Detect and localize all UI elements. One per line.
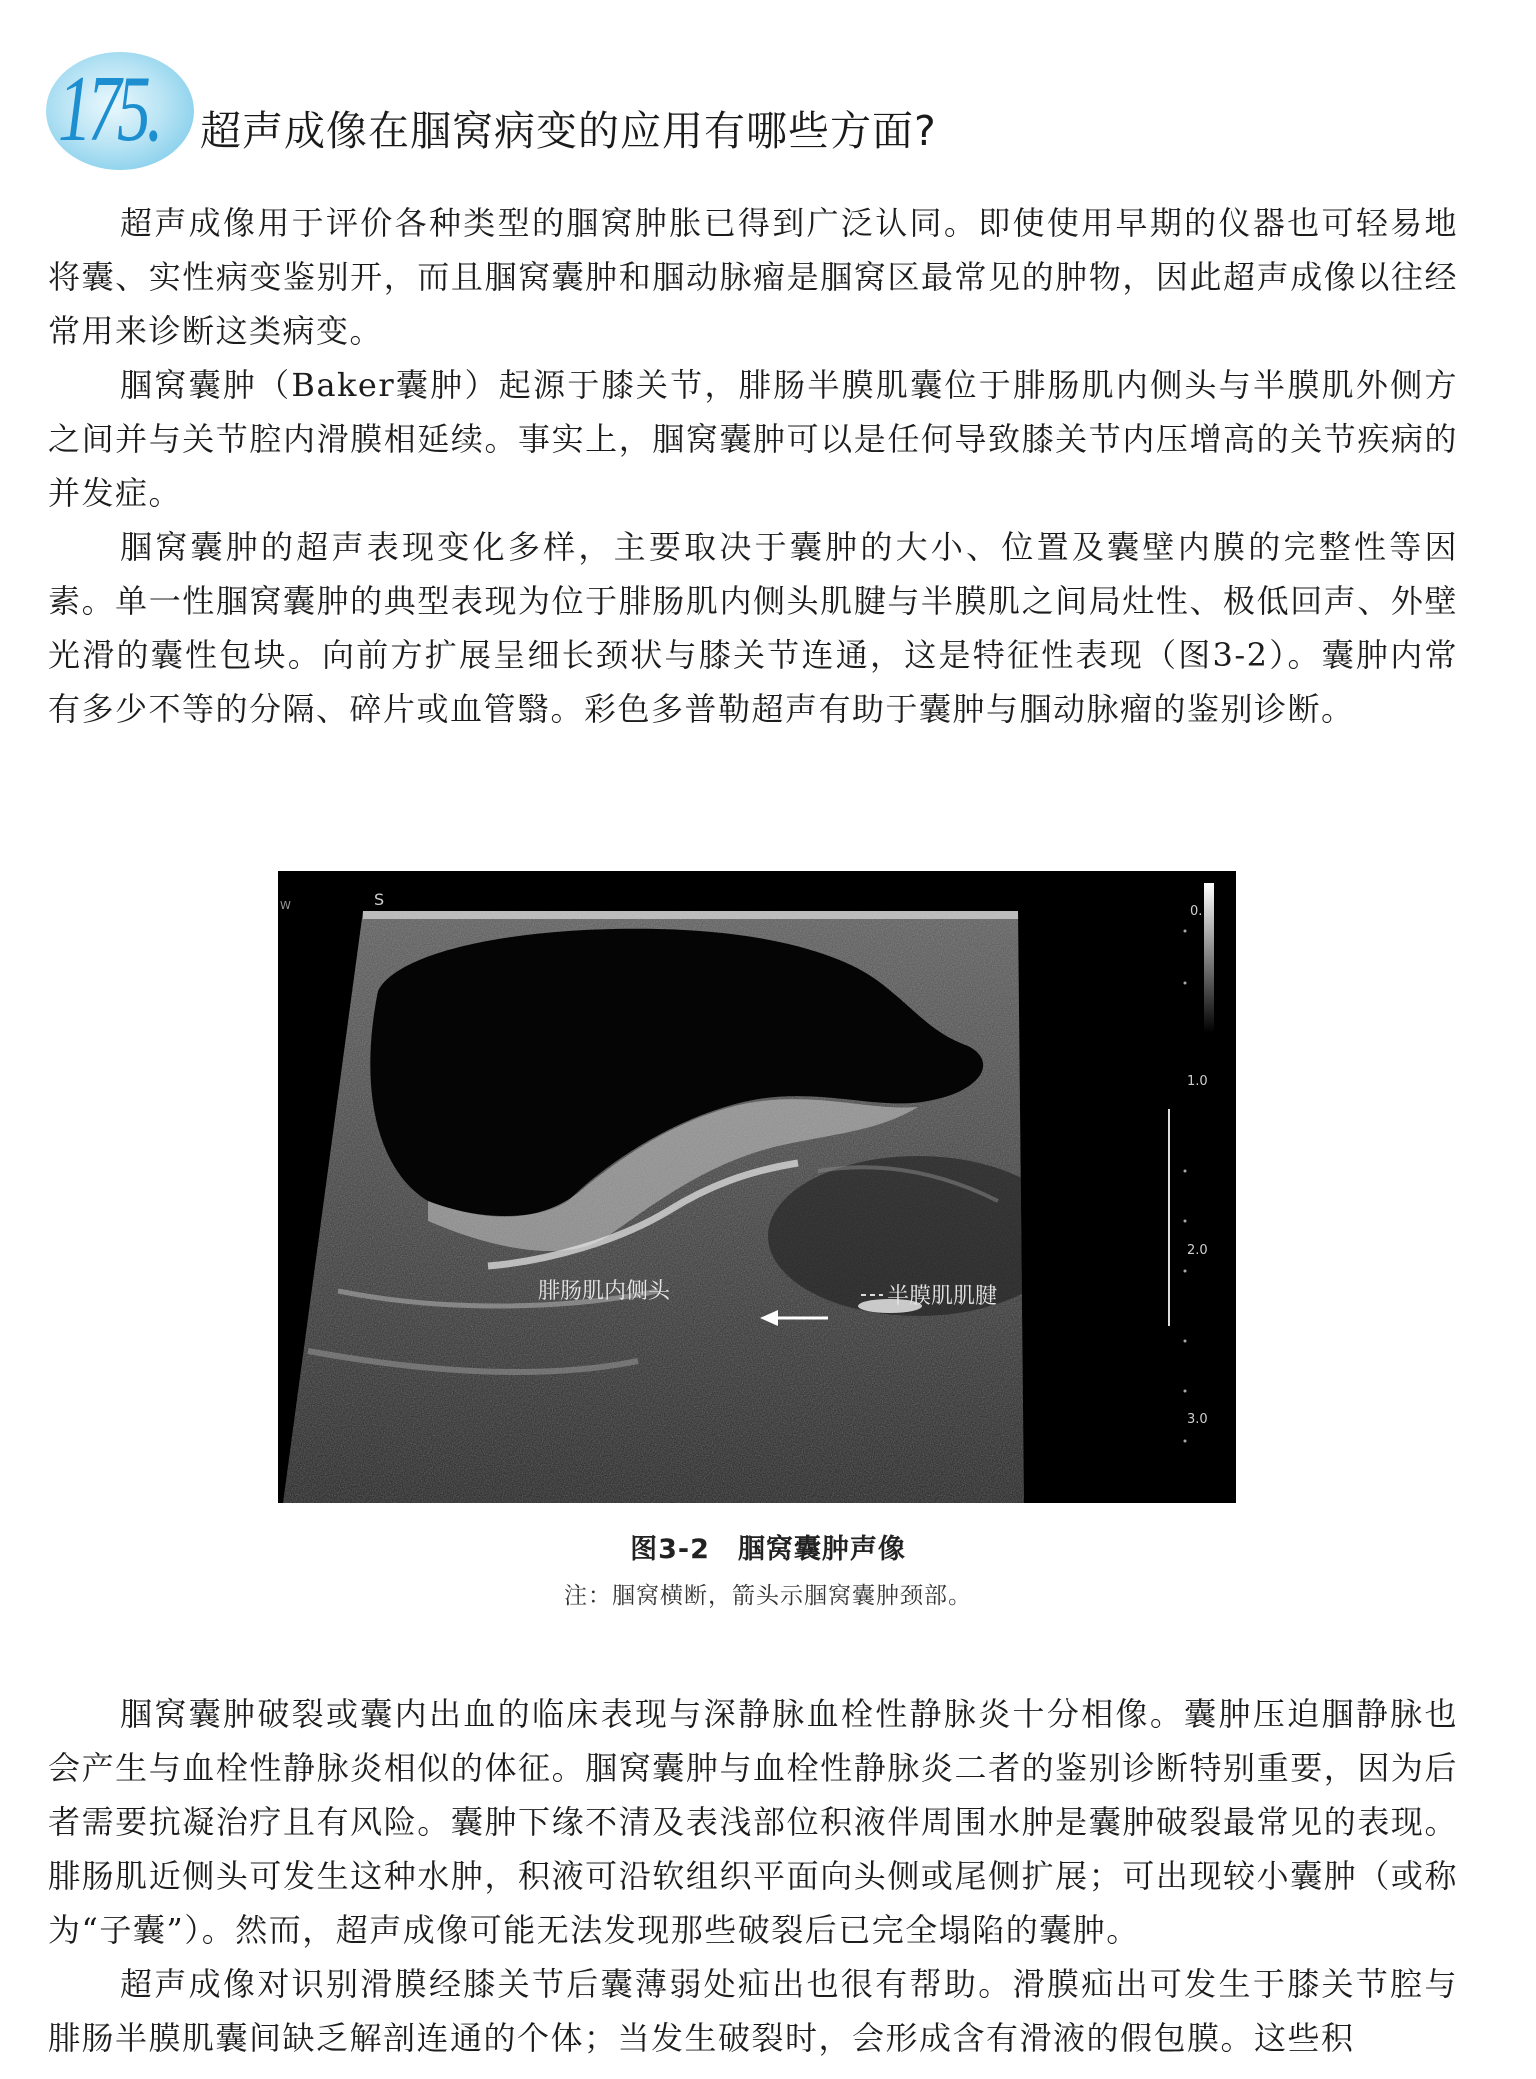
scale-tick-3: 3.0 [1187,1412,1208,1427]
label-gastrocnemius: 腓肠肌内侧头 [538,1279,671,1304]
ultrasound-image [278,871,1236,1503]
figure-caption-note: 注：腘窝横断，箭头示腘窝囊肿颈部。 [564,1583,972,1609]
corner-mark-left: W [280,899,291,912]
grayscale-bar [1204,883,1214,1033]
paragraph-4: 腘窝囊肿破裂或囊内出血的临床表现与深静脉血栓性静脉炎十分相像。囊肿压迫腘静脉也会产生与血栓性静脉炎相似的体征。腘窝囊肿与血栓性静脉炎二者的鉴别诊断特别重要，因为后者需要抗凝治疗且有风险。囊肿下缘不清及表浅部位积液伴周围水肿是囊肿破裂最常见的表现。腓肠肌近侧头可发生这种水肿，积液可沿软组织平面向头侧或尾侧扩展；可出现较小囊肿（或称为“子囊”）。然而，超声成像可能无法发现那些破裂后已完全塌陷的囊肿。 [48,1695,1458,1949]
paragraph-2: 腘窝囊肿（Baker囊肿）起源于膝关节，腓肠半膜肌囊位于腓肠肌内侧头与半膜肌外侧方之间并与关节腔内滑膜相延续。事实上，腘窝囊肿可以是任何导致膝关节内压增高的关节疾病的并发症。 [48,366,1458,512]
scale-tick-1: 1.0 [1187,1074,1208,1089]
paragraph-5: 超声成像对识别滑膜经膝关节后囊薄弱处疝出也很有帮助。滑膜疝出可发生于膝关节腔与腓肠半膜肌囊间缺乏解剖连通的个体；当发生破裂时，会形成含有滑液的假包膜。这些积 [48,1965,1458,2057]
scale-tick-2: 2.0 [1187,1243,1208,1258]
paragraph-1: 超声成像用于评价各种类型的腘窝肿胀已得到广泛认同。即使使用早期的仪器也可轻易地将囊、实性病变鉴别开，而且腘窝囊肿和腘动脉瘤是腘窝区最常见的肿物，因此超声成像以往经常用来诊断这类病变。 [48,204,1458,350]
question-number: 175. [58,57,160,161]
question-title: 超声成像在腘窝病变的应用有哪些方面? [200,107,937,155]
ultrasound-figure [278,871,1236,1503]
question-header [40,52,1500,182]
probe-orientation-mark: S [374,890,385,909]
label-semimembranosus: 半膜肌肌腱 [887,1284,998,1309]
paragraph-3: 腘窝囊肿的超声表现变化多样，主要取决于囊肿的大小、位置及囊壁内膜的完整性等因素。单一性腘窝囊肿的典型表现为位于腓肠肌内侧头肌腱与半膜肌之间局灶性、极低回声、外壁光滑的囊性包块。向前方扩展呈细长颈状与膝关节连通，这是特征性表现（图3-2）。囊肿内常有多少不等的分隔、碎片或血管翳。彩色多普勒超声有助于囊肿与腘动脉瘤的鉴别诊断。 [48,528,1458,728]
figure-caption-title: 图3-2 腘窝囊肿声像 [630,1534,906,1565]
scale-tick-0: 0. [1190,904,1203,919]
